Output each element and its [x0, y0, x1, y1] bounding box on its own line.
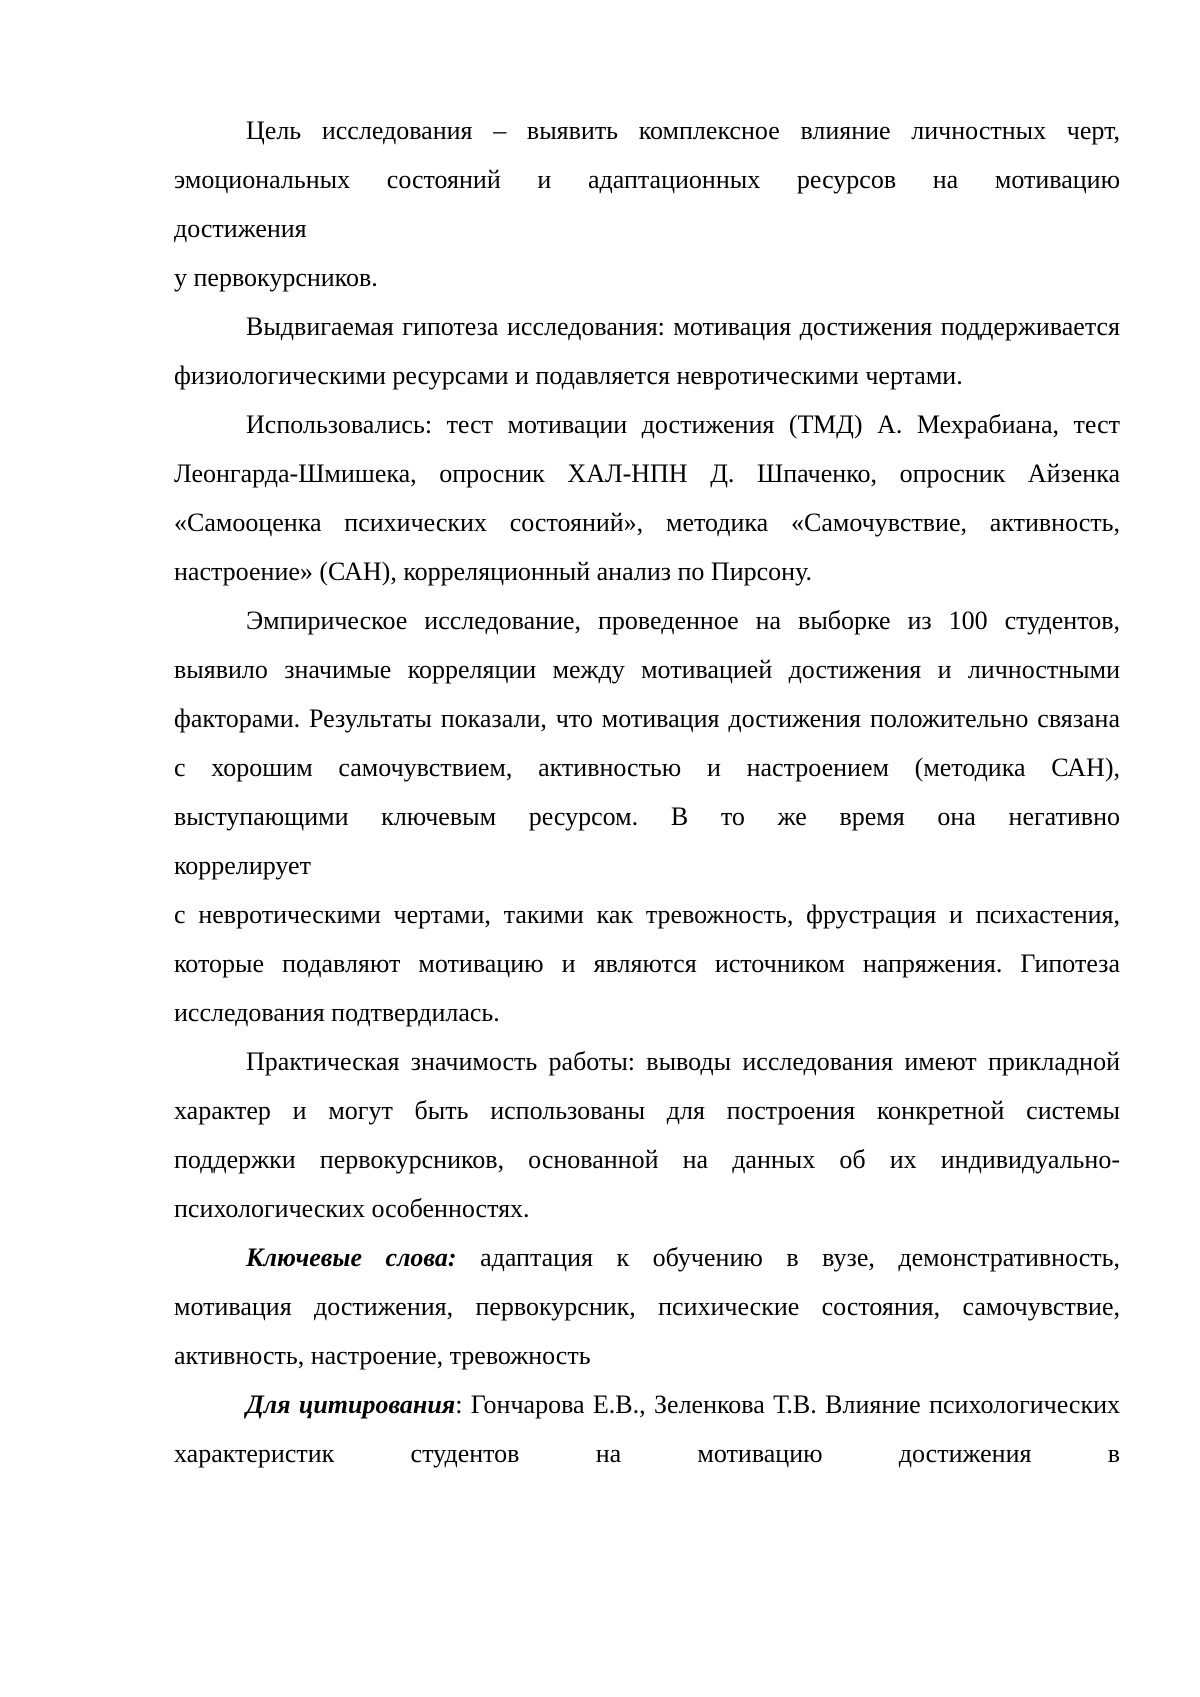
- results-part-3: с невротическими чертами, такими как тревожность, фрустрация и психастения, которые подавляют мотивацию и являются источником напряжения. Гипотеза исследования подтвердилась.: [174, 890, 1120, 1037]
- paragraph-significance: Практическая значимость работы: выводы исследования имеют прикладной характер и могут быть использованы для построения конкретной системы поддержки первокурсников, основанной на данных об их индивидуально-психологических особенностях.: [174, 1037, 1120, 1233]
- paragraph-goal: [174, 106, 1120, 302]
- goal-line-4: у первокурсников.: [174, 253, 1120, 302]
- citation-text: : Гончарова Е.В., Зеленкова Т.В. Влияние психологических характеристик студентов на мотивацию достижения в: [174, 1390, 1120, 1468]
- paragraph-hypothesis: Выдвигаемая гипотеза исследования: мотивация достижения поддерживается физиологическими ресурсами и подавляется невротическими чертами.: [174, 302, 1120, 400]
- results-part-2: коррелирует: [174, 841, 1120, 890]
- results-part-1: Эмпирическое исследование, проведенное на выборке из 100 студентов, выявило значимые корреляции между мотивацией достижения и личностными факторами. Результаты показали, что мотивация достижения положительно связана с хорошим самочувствием, активностью и настроением (методика САН), выступающими ключевым ресурсом. В то же время она негативно: [174, 596, 1120, 841]
- goal-line-3: достижения: [174, 204, 1120, 253]
- paragraph-citation: [174, 1380, 1120, 1478]
- keywords-label: Ключевые слова:: [246, 1243, 457, 1272]
- goal-line-2: эмоциональных состояний и адаптационных ресурсов на мотивацию: [174, 155, 1120, 204]
- paragraph-keywords: [174, 1233, 1120, 1380]
- goal-line-1: Цель исследования – выявить комплексное влияние личностных черт,: [174, 106, 1120, 155]
- paragraph-methods: Использовались: тест мотивации достижения (ТМД) А. Мехрабиана, тест Леонгарда-Шмишека, опросник ХАЛ-НПН Д. Шпаченко, опросник Айзенка «Самооценка психических состояний», методика «Самочувствие, активность, настроение» (САН), корреляционный анализ по Пирсону.: [174, 400, 1120, 596]
- keywords-text: адаптация к обучению в вузе, демонстративность, мотивация достижения, первокурсник, психические состояния, самочувствие, активность, настроение, тревожность: [174, 1243, 1120, 1370]
- citation-label: Для цитирования: [246, 1390, 455, 1419]
- document-page: [174, 106, 1120, 1478]
- paragraph-results: [174, 596, 1120, 1037]
